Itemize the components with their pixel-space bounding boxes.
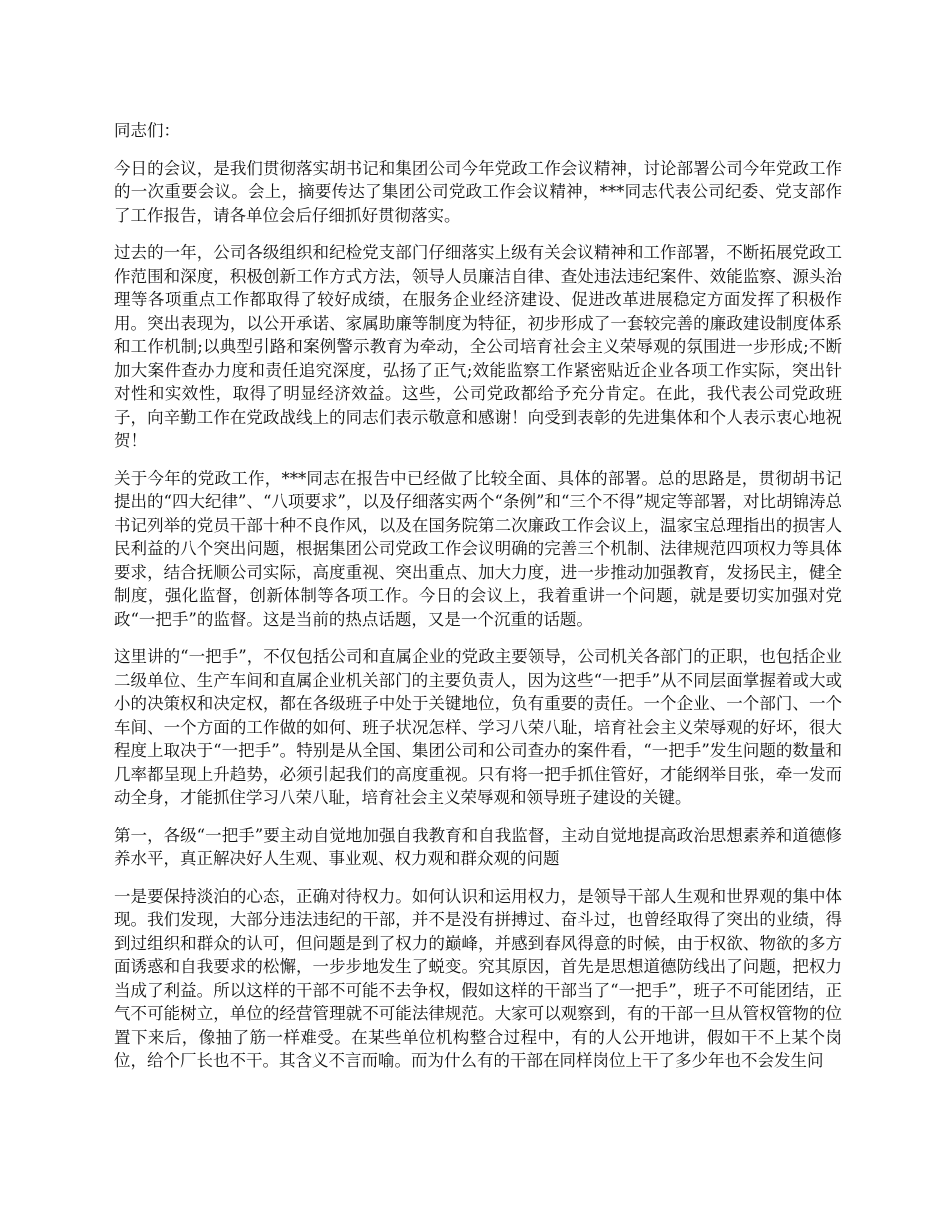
paragraph-section-one-heading: 第一，各级“一把手”要主动自觉地加强自我教育和自我监督，主动自觉地提高政治思想素养和道德修养水平，真正解决好人生观、事业观、权力观和群众观的问题 bbox=[114, 825, 842, 868]
paragraph-leader-definition: 这里讲的“一把手”，不仅包括公司和直属企业的党政主要领导，公司机关各部门的正职，也包括企业二级单位、生产车间和直属企业机关部门的主要负责人，因为这些“一把手”从不同层面掌握着或大或小的决策权和决定权，都在各级班子中处于关键地位，负有重要的责任。一个企业、一个部门、一个车间、一个方面的工作做的如何、班子状况怎样、学习八荣八耻，培育社会主义荣辱观的好坏，很大程度上取决于“一把手”。特别是从全国、集团公司和公司查办的案件看，“一把手”发生问题的数量和几率都呈现上升趋势，必须引起我们的高度重视。只有将一把手抓住管好，才能纲举目张，牵一发而动全身，才能抓住学习八荣八耻，培育社会主义荣辱观和领导班子建设的关键。 bbox=[114, 647, 842, 807]
document-body bbox=[114, 119, 842, 1087]
salutation: 同志们： bbox=[114, 121, 180, 140]
paragraph-attitude-toward-power: 一是要保持淡泊的心态，正确对待权力。如何认识和运用权力，是领导干部人生观和世界观的集中体现。我们发现，大部分违法违纪的干部，并不是没有拼搏过、奋斗过，也曾经取得了突出的业绩，得到过组织和群众的认可，但问题是到了权力的巅峰，并感到春风得意的时候，由于权欲、物欲的多方面诱惑和自我要求的松懈，一步步地发生了蜕变。究其原因，首先是思想道德防线出了问题，把权力当成了利益。所以这样的干部不可能不去争权，假如这样的干部当了“一把手”，班子不可能团结，正气不可能树立，单位的经营管理就不可能法律规范。大家可以观察到，有的干部一旦从管权管物的位置下来后，像抽了筋一样难受。在某些单位机构整合过程中，有的人公开地讲，假如干不上某个岗位，给个厂长也不干。其含义不言而喻。而为什么有的干部在同样岗位上干了多少年也不会发生问 bbox=[114, 886, 842, 1070]
paragraph-meeting-intro: 今日的会议，是我们贯彻落实胡书记和集团公司今年党政工作会议精神，讨论部署公司今年党政工作的一次重要会议。会上，摘要传达了集团公司党政工作会议精神，***同志代表公司纪委、党支部作了工作报告，请各单位会后仔细抓好贯彻落实。 bbox=[114, 158, 842, 225]
paragraph-this-year-plan: 关于今年的党政工作，***同志在报告中已经做了比较全面、具体的部署。总的思路是，贯彻胡书记提出的“四大纪律”、“八项要求”，以及仔细落实两个“条例”和“三个不得”规定等部署，对比胡锦涛总书记列举的党员干部十种不良作风，以及在国务院第二次廉政工作会议上，温家宝总理指出的损害人民利益的八个突出问题，根据集团公司党政工作会议明确的完善三个机制、法律规范四项权力等具体要求，结合抚顺公司实际，高度重视、突出重点、加大力度，进一步推动加强教育，发扬民主，健全制度，强化监督，创新体制等各项工作。今日的会议上，我着重讲一个问题，就是要切实加强对党政“一把手”的监督。这是当前的热点话题，又是一个沉重的话题。 bbox=[114, 468, 842, 629]
paragraph-past-year-review: 过去的一年，公司各级组织和纪检党支部门仔细落实上级有关会议精神和工作部署，不断拓展党政工作范围和深度，积极创新工作方式方法，领导人员廉洁自律、查处违法违纪案件、效能监察、源头治理等各项重点工作都取得了较好成绩，在服务企业经济建设、促进改革进展稳定方面发挥了积极作用。突出表现为，以公开承诺、家属助廉等制度为特征，初步形成了一套较完善的廉政建设制度体系和工作机制;以典型引路和案例警示教育为牵动，全公司培育社会主义荣辱观的氛围进一步形成;不断加大案件查办力度和责任追究深度，弘扬了正气;效能监察工作紧密贴近企业各项工作实际，突出针对性和实效性，取得了明显经济效益。这些，公司党政都给予充分肯定。在此，我代表公司党政班子，向辛勤工作在党政战线上的同志们表示敬意和感谢！向受到表彰的先进集体和个人表示衷心地祝贺！ bbox=[114, 243, 842, 450]
